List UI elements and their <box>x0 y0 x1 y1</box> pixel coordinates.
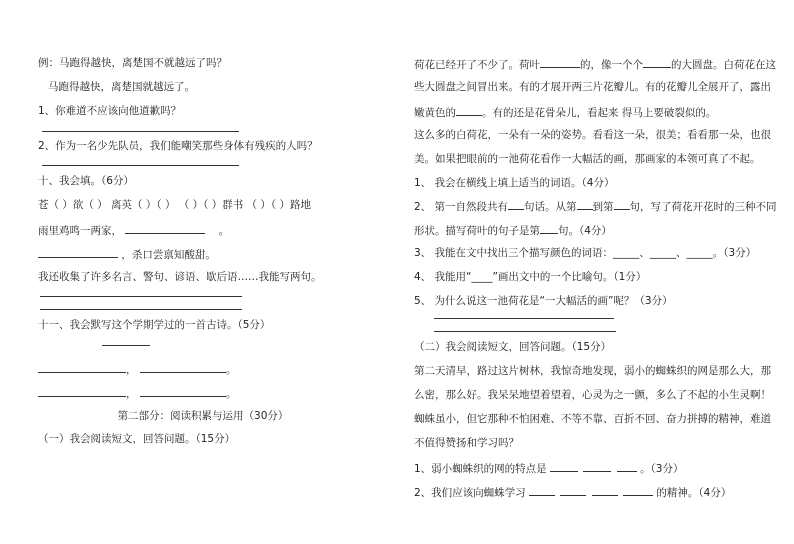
reading-question-2 <box>414 198 777 214</box>
fill-row-3 <box>38 246 216 262</box>
passage-1-line-4: 这么多的白荷花，一朵有一朵的姿势。看看这一朵，很美；看看那一朵，也很 <box>414 129 771 141</box>
answer-line-5[interactable] <box>434 318 614 319</box>
question-text: 的精神。（4分） <box>656 487 732 499</box>
passage-text: 的大圆盘。白荷花在这 <box>671 59 776 71</box>
passage-2-line-3: 蜘蛛虽小，但它那种不怕困难、不等不靠、百折不回、奋力拼搏的精神，难道 <box>414 413 771 425</box>
sq2-blank-3[interactable] <box>592 484 618 496</box>
reading-question-5: 5、 为什么说这一池荷花是“一大幅活的画”呢？（3分） <box>414 295 673 307</box>
answer-line-1[interactable] <box>42 131 239 132</box>
question-text: 2、我们应该向蜘蛛学习 <box>414 487 526 499</box>
spider-question-2 <box>414 484 731 500</box>
reading-question-2-cont <box>414 222 612 238</box>
question-1: 1、你难道不应该向他道歉吗？ <box>38 105 182 117</box>
example-answer: 马跑得越快，离楚国就越远了。 <box>48 81 195 93</box>
answer-line-3[interactable] <box>40 296 242 297</box>
sq2-blank-1[interactable] <box>529 484 555 496</box>
section-11-title: 十一、我会默写这个学期学过的一首古诗。（5分） <box>38 319 271 331</box>
passage-text: 。有的还是花骨朵儿，看起来 得马上要破裂似的。 <box>482 107 717 119</box>
sq1-blank-1[interactable] <box>550 460 578 472</box>
example-question: 例：马跑得越快，离楚国不就越远了吗？ <box>38 57 227 69</box>
sq2-blank-2[interactable] <box>560 484 586 496</box>
poem-period-1: 。 <box>225 364 237 376</box>
question-text: 到第 <box>592 201 614 213</box>
fill-row-4: 我还收集了许多名言、警句、谚语、歇后语……我能写两句。 <box>38 271 322 283</box>
fill-blank-2[interactable] <box>38 246 118 258</box>
fill-row-2 <box>38 222 229 238</box>
poem-comma-2: ， <box>126 388 137 400</box>
question-text: 。（3分） <box>640 463 684 475</box>
q2-blank-1[interactable] <box>508 198 524 210</box>
question-text: 句，写了荷花开花时的三种不同 <box>629 201 777 213</box>
passage-2-line-4: 不值得赞扬和学习吗？ <box>414 437 519 449</box>
question-text: 1、弱小蜘蛛织的网的特点是 <box>414 463 547 475</box>
poem-comma-1: ， <box>126 364 137 376</box>
reading-question-4: 4、 我能用“____”画出文中的一个比喻句。（1分） <box>414 271 647 283</box>
fill-blank-1[interactable] <box>125 222 205 234</box>
q2-blank-3[interactable] <box>614 198 630 210</box>
question-text: 形状。描写荷叶的句子是第 <box>414 225 540 237</box>
poem-period-2: 。 <box>225 388 237 400</box>
poem-blank-3[interactable] <box>38 385 126 397</box>
passage-2-line-2: 么密，那么好。我呆呆地望着望着，心灵为之一颤，多么了不起的小生灵啊！ <box>414 389 771 401</box>
passage-text: 荷花已经开了不少了。荷叶 <box>414 59 540 71</box>
passage-blank-2[interactable] <box>643 56 671 68</box>
part-2-title: 第二部分：阅读积累与运用（30分） <box>117 410 289 422</box>
question-text: 2、 第一自然段共有 <box>414 201 509 213</box>
reading-2-title: （二）我会阅读短文，回答问题。（15分） <box>414 341 612 353</box>
passage-1-line-3 <box>414 104 716 120</box>
answer-line-2[interactable] <box>42 165 239 166</box>
q2-blank-2[interactable] <box>577 198 593 210</box>
poem-line-2 <box>38 385 236 401</box>
passage-blank-1[interactable] <box>540 56 580 68</box>
fill-row-3-text: ，杀口尝禀知酸甜。 <box>121 249 216 261</box>
poem-line-1 <box>38 361 236 377</box>
fill-row-2-end: 。 <box>218 225 230 237</box>
fill-row-2-text: 雨里鸡鸣一两家， <box>38 225 122 237</box>
sq1-blank-3[interactable] <box>617 460 637 472</box>
poem-blank-1[interactable] <box>38 361 126 373</box>
passage-blank-3[interactable] <box>456 104 482 116</box>
poem-title-line[interactable] <box>102 345 150 346</box>
passage-2-line-1: 第二天清早，路过这片树林，我惊奇地发现，弱小的蜘蛛织的网是那么大，那 <box>414 365 771 377</box>
passage-1-line-1 <box>414 56 776 72</box>
answer-line-4[interactable] <box>40 309 242 310</box>
passage-1-line-5: 美。如果把眼前的一池荷花看作一大幅活的画，那画家的本领可真了不起。 <box>414 153 761 165</box>
poem-blank-2[interactable] <box>140 361 226 373</box>
poem-blank-4[interactable] <box>140 385 226 397</box>
passage-text: 嫩黄色的 <box>414 107 456 119</box>
q2-blank-4[interactable] <box>540 222 558 234</box>
question-text: 句。（4分） <box>558 225 612 237</box>
answer-line-6[interactable] <box>434 331 616 332</box>
passage-1-line-2: 些大圆盘之间冒出来。有的才展开两三片花瓣儿。有的花瓣儿全展开了，露出 <box>414 81 771 93</box>
reading-question-1: 1、 我会在横线上填上适当的词语。（4分） <box>414 177 615 189</box>
passage-text: 的，像一个个 <box>580 59 643 71</box>
reading-question-3: 3、 我能在文中找出三个描写颜色的词语：_____、_____、_____。（3分） <box>414 247 757 259</box>
section-10-title: 十、我会填。（6分） <box>38 175 134 187</box>
spider-question-1 <box>414 460 684 476</box>
sq1-blank-2[interactable] <box>583 460 611 472</box>
reading-1-title: （一）我会阅读短文，回答问题。（15分） <box>38 433 236 445</box>
question-text: 句话。从第 <box>524 201 577 213</box>
sq2-blank-4[interactable] <box>623 484 653 496</box>
fill-row-1: 苍（ ）欲（ ） 离英（ ）（ ） （ ）（ ）群书 （ ）（ ）路地 <box>38 199 311 211</box>
question-2: 2、作为一名少先队员，我们能嘲笑那些身体有残疾的人吗？ <box>38 140 318 152</box>
